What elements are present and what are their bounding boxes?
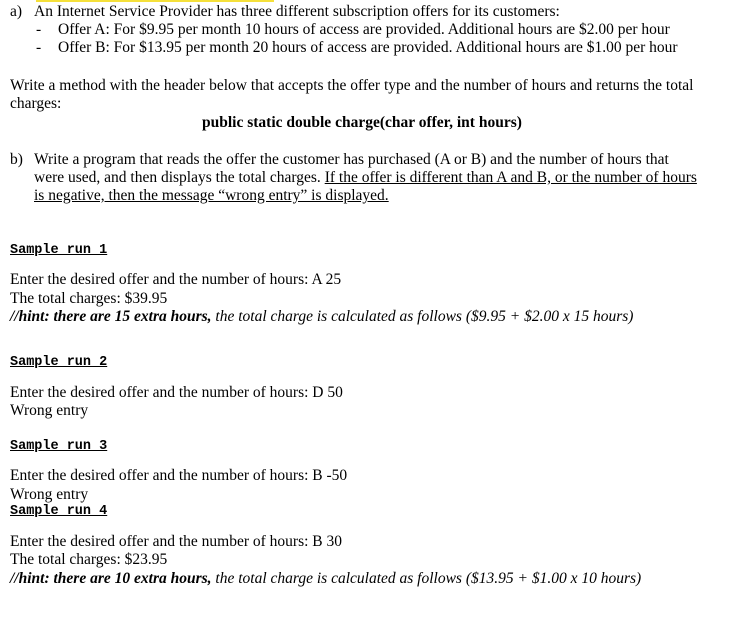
sample-run-4-title: Sample run 4 [10, 504, 108, 519]
highlight-mark [36, 0, 274, 2]
part-b-line2-underlined: If the offer is different than A and B, or the number of hours [324, 169, 697, 186]
sample-run-2-title: Sample run 2 [10, 355, 108, 370]
sample-run-4-line1: Enter the desired offer and the number of hours: B 30 [10, 533, 343, 550]
part-b-line2-plain: were used, and then displays the total charges. [34, 169, 325, 186]
sample-run-3-line1: Enter the desired offer and the number of hours: B -50 [10, 467, 348, 484]
sample-run-1-hint [10, 308, 633, 326]
part-b-line1: Write a program that reads the offer the customer has purchased (A or B) and the number of hours that [34, 151, 669, 168]
part-b-line3: is negative, then the message “wrong entry” is displayed. [34, 187, 389, 204]
sample-run-3-title: Sample run 3 [10, 439, 108, 454]
part-b-label: b) [10, 151, 23, 168]
part-a-task-line1: Write a method with the header below that accepts the offer type and the number of hours and returns the total [10, 77, 694, 94]
sample-run-4-hint-rest: the total charge is calculated as follows ($13.95 + $1.00 x 10 hours) [211, 570, 642, 587]
sample-run-4-line2: The total charges: $23.95 [10, 551, 168, 568]
offer-b-text: Offer B: For $13.95 per month 20 hours of access are provided. Additional hours are $1.00 per hour [58, 39, 678, 56]
part-a-task-line2: charges: [10, 95, 62, 112]
sample-run-4-hint [10, 570, 641, 588]
part-a-label: a) [10, 3, 23, 20]
sample-run-1-line2: The total charges: $39.95 [10, 290, 168, 307]
offer-a-bullet: - [36, 21, 42, 38]
part-b-line2 [34, 169, 697, 187]
sample-run-1-hint-bold: //hint: there are 15 extra hours, [10, 308, 212, 325]
sample-run-1-title: Sample run 1 [10, 243, 108, 258]
method-header: public static double charge(char offer, int hours) [202, 114, 522, 131]
sample-run-2-line1: Enter the desired offer and the number of hours: D 50 [10, 384, 343, 401]
part-a-intro: An Internet Service Provider has three different subscription offers for its customers: [34, 3, 560, 20]
sample-run-1-line1: Enter the desired offer and the number of hours: A 25 [10, 271, 342, 288]
offer-a-text: Offer A: For $9.95 per month 10 hours of access are provided. Additional hours are $2.00 per hour [58, 21, 670, 38]
offer-b-bullet: - [36, 39, 42, 56]
sample-run-3-line2: Wrong entry [10, 486, 89, 503]
sample-run-2-line2: Wrong entry [10, 402, 89, 419]
sample-run-1-hint-rest: the total charge is calculated as follows ($9.95 + $2.00 x 15 hours) [211, 308, 634, 325]
sample-run-4-hint-bold: //hint: there are 10 extra hours, [10, 570, 212, 587]
